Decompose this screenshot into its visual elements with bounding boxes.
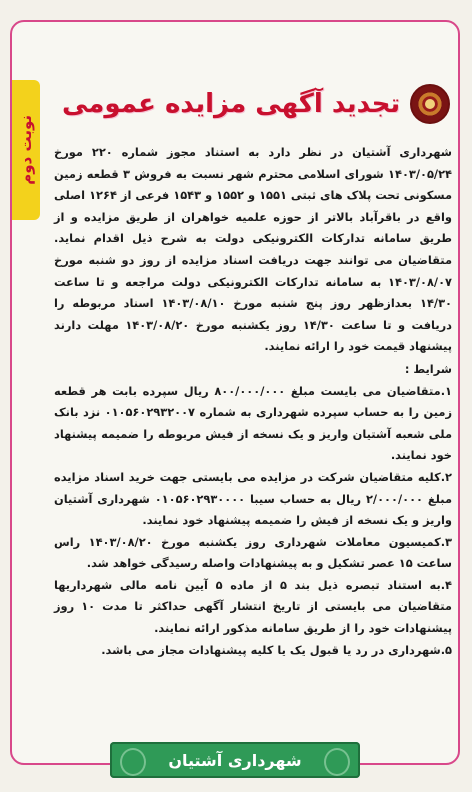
intro-paragraph: شهرداری آشتیان در نظر دارد به استناد مجوز شماره ۲۲۰ مورخ ۱۴۰۳/۰۵/۲۴ شورای اسلامی محترم شهر نسبت به فروش ۳ قطعه زمین مسکونی تحت پلاک های ثبتی ۱۵۵۱ و ۱۵۵۲ و ۱۵۴۳ فرعی از ۱۲۶۴ اصلی واقع در باقرآباد بالاتر از حوزه علمیه خواهران از طریق مزایده و از طریق سامانه تدارکات الکترونیکی دولت به شرح ذیل اقدام نماید. متقاضیان می توانند جهت دریافت اسناد مزایده از روز دو شنبه مورخ ۱۴۰۳/۰۸/۰۷ به سامانه تدارکات الکترونیکی دولت مراجعه و تا ساعت ۱۴/۳۰ بعدازظهر روز پنج شنبه مورخ ۱۴۰۳/۰۸/۱۰ اسناد مربوطه را دریافت و تا ساعت ۱۴/۳۰ روز یکشنبه مورخ ۱۴۰۳/۰۸/۲۰ مهلت دارند پیشنهاد قیمت خود را ارائه نمایند. <box>54 145 453 354</box>
ad-frame <box>10 20 460 765</box>
ad-title: تجدید آگهی مزایده عمومی <box>62 89 401 119</box>
condition-item: ۲.کلیه متقاضیان شرکت در مزایده می بایستی جهت خرید اسناد مزایده مبلغ ۲/۰۰۰/۰۰۰ ریال به حساب سیبا ۰۱۰۵۶۰۲۹۳۰۰۰۰ شهرداری آشتیان واریز و یک نسخه از فیش را ضمیمه پیشنهاد خود نمایند. <box>54 469 452 528</box>
condition-item: ۱.متقاضیان می بایست مبلغ ۸۰۰/۰۰۰/۰۰۰ ریال سپرده بابت هر قطعه زمین را به حساب سپرده شهرداری به شماره ۰۱۰۵۶۰۲۹۳۲۰۰۷ نزد بانک ملی شعبه آشتیان واریز و یک نسخه از فیش مربوطه را ضمیمه پیشنهاد خود نمایند. <box>54 383 452 463</box>
round-badge <box>12 80 40 220</box>
conditions-heading: شرایط : <box>404 361 452 376</box>
ad-body <box>54 142 452 661</box>
footer-label: شهرداری آشتیان <box>168 750 302 770</box>
footer-banner <box>110 742 360 778</box>
round-badge-label: نوبت دوم <box>17 115 35 185</box>
ad-header <box>62 82 452 126</box>
municipality-logo <box>410 84 450 124</box>
condition-item: ۵.شهرداری در رد یا قبول یک یا کلیه پیشنهادات مجاز می باشد. <box>101 642 452 657</box>
condition-item: ۳.کمیسیون معاملات شهرداری روز یکشنبه مورخ ۱۴۰۳/۰۸/۲۰ راس ساعت ۱۵ عصر تشکیل و به پیشنهادات واصله رسیدگی خواهد شد. <box>54 534 452 571</box>
condition-item: ۴.به استناد تبصره ذیل بند ۵ از ماده ۵ آیین نامه مالی شهرداریها متقاضیان می بایستی از تاریخ انتشار آگهی حداکثر تا مدت ۱۰ روز پیشنهادات خود را از طریق سامانه مذکور ارائه نمایند. <box>54 577 452 636</box>
